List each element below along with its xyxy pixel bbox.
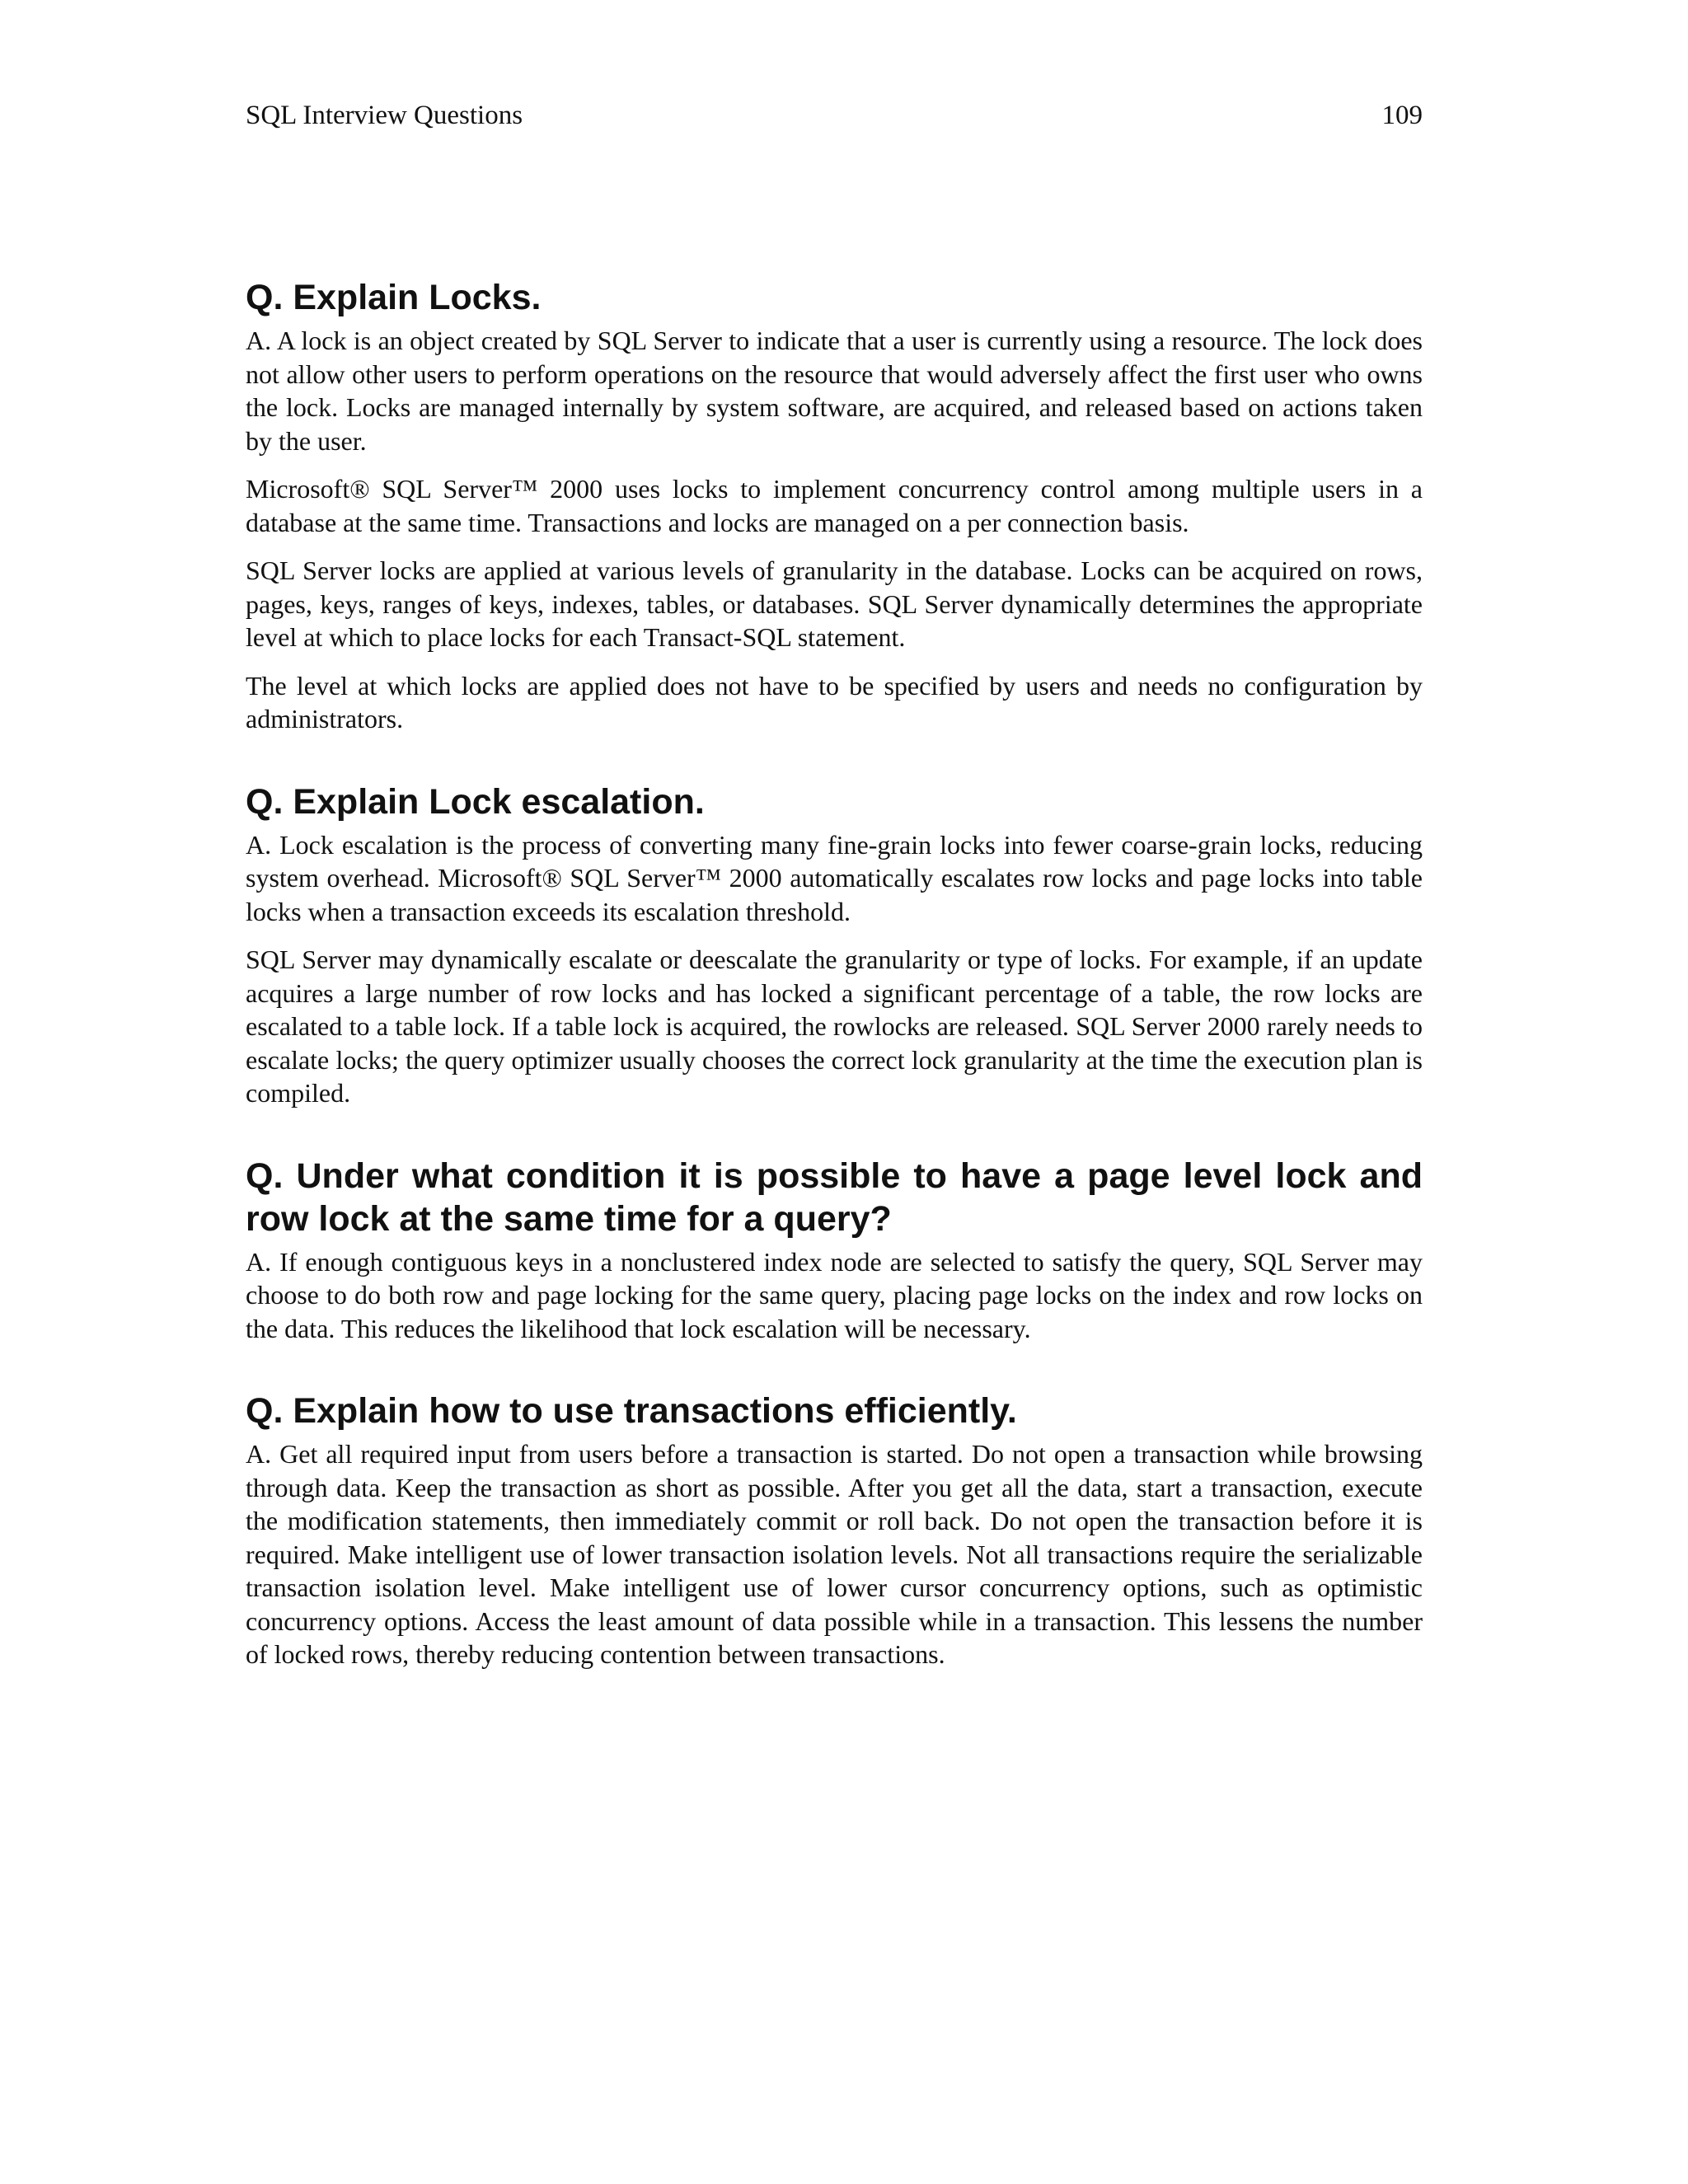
answer-paragraph: A. Lock escalation is the process of converting many fine-grain locks into fewer coarse-grain locks, reducing system overhead. Microsoft® SQL Server™ 2000 automatically escalates row locks and page locks into table locks when a transaction exceeds its escalation threshold. [246,829,1423,926]
book-title: SQL Interview Questions [246,101,523,130]
qa-section-lock-escalation [246,780,1423,1110]
running-header [246,97,1423,134]
question-heading: Q. Explain Locks. [246,278,542,317]
qa-section-page-and-row-lock [246,1155,1423,1346]
question-heading: Q. Under what condition it is possible to have a page level lock and row lock at the same time for a query? [246,1155,1423,1239]
answer-paragraph: Microsoft® SQL Server™ 2000 uses locks to implement concurrency control among multiple users in a database at the same time. Transactions and locks are managed on a per connection basis. [246,474,1423,537]
page-body [246,276,1423,1686]
answer-paragraph: A. A lock is an object created by SQL Server to indicate that a user is currently using a resource. The lock does not allow other users to perform operations on the resource that would adversely affect the first user who owns the lock. Locks are managed internally by system software, are acquired, and released based on actions taken by the user. [246,326,1423,456]
question-heading: Q. Explain Lock escalation. [246,781,705,822]
answer-paragraph: A. Get all required input from users before a transaction is started. Do not open a transaction while browsing through data. Keep the transaction as short as possible. After you get all the data, start a transaction, execute the modification statements, then immediately commit or roll back. Do not open the transaction before it is required. Make intelligent use of lower transaction isolation levels. Not all transactions require the serializable transaction isolation level. Make intelligent use of lower cursor concurrency options, such as optimistic concurrency options. Access the least amount of data possible while in a transaction. This lessens the number of locked rows, thereby reducing contention between transactions. [246,1439,1423,1669]
qa-section-locks [246,276,1423,736]
page-number: 109 [1381,101,1423,130]
answer-paragraph: A. If enough contiguous keys in a nonclustered index node are selected to satisfy the query, SQL Server may choose to do both row and page locking for the same query, placing page locks on the index and row locks on the data. This reduces the likelihood that lock escalation will be necessary. [246,1246,1423,1343]
qa-section-transactions [246,1390,1423,1671]
answer-paragraph: SQL Server may dynamically escalate or deescalate the granularity or type of locks. For example, if an update acquires a large number of row locks and has locked a significant percentage of a table, the row locks are escalated to a table lock. If a table lock is acquired, the rowlocks are released. SQL Server 2000 rarely needs to escalate locks; the query optimizer usually chooses the correct lock granularity at the time the execution plan is compiled. [246,944,1423,1108]
answer-paragraph: SQL Server locks are applied at various levels of granularity in the database. Locks can be acquired on rows, pages, keys, ranges of keys, indexes, tables, or databases. SQL Server dynamically determines the appropriate level at which to place locks for each Transact-SQL statement. [246,555,1423,652]
question-heading: Q. Explain how to use transactions efficiently. [246,1391,1017,1431]
answer-paragraph: The level at which locks are applied does not have to be specified by users and needs no configuration by administrators. [246,670,1423,733]
